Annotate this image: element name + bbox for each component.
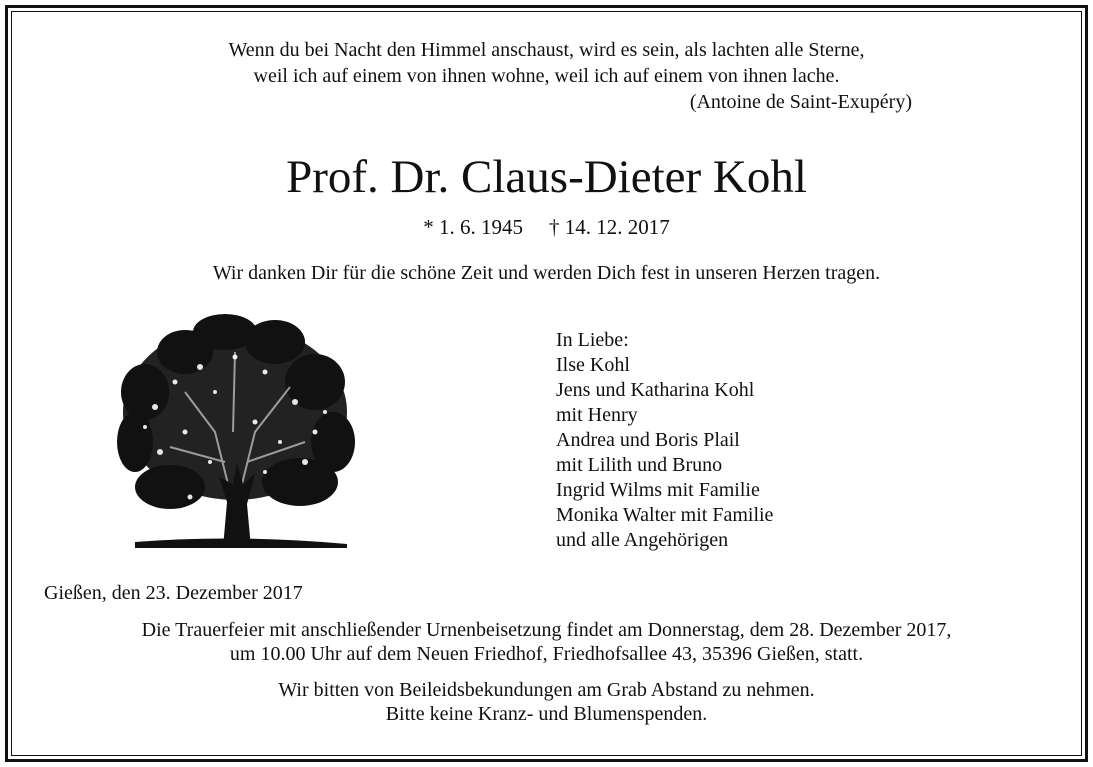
deceased-name: Prof. Dr. Claus-Dieter Kohl [286, 151, 807, 203]
mourner-line: mit Lilith und Bruno [556, 454, 723, 476]
mourner-line: Monika Walter mit Familie [556, 504, 774, 526]
mourner-line: mit Henry [556, 404, 638, 426]
life-dates [0, 214, 1093, 240]
quote-line-2: weil ich auf einem von ihnen wohne, weil ich auf einem von ihnen lache. [253, 65, 840, 87]
mourner-line: Ingrid Wilms mit Familie [556, 479, 760, 501]
quote [0, 37, 1093, 113]
place-and-date: Gießen, den 23. Dezember 2017 [44, 582, 303, 604]
mourner-line: In Liebe: [556, 329, 629, 351]
mourner-line: Jens und Katharina Kohl [556, 379, 755, 401]
death-date: † 14. 12. 2017 [549, 215, 670, 239]
mourner-line: und alle Angehörigen [556, 529, 729, 551]
quote-line-1: Wenn du bei Nacht den Himmel anschaust, wird es sein, als lachten alle Sterne, [228, 39, 865, 61]
mourner-line: Andrea und Boris Plail [556, 429, 740, 451]
quote-author: (Antoine de Saint-Exupéry) [689, 91, 912, 113]
condolence-request [0, 678, 1093, 726]
tree-icon [115, 312, 355, 548]
request-line-2: Bitte keine Kranz- und Blumenspenden. [385, 703, 708, 725]
ceremony-line-1: Die Trauerfeier mit anschließender Urnenbeisetzung findet am Donnerstag, dem 28. Dezember 2017, [141, 619, 952, 641]
mourners-list [556, 328, 773, 553]
ceremony-info [0, 618, 1093, 666]
birth-date: * 1. 6. 1945 [423, 215, 523, 239]
request-line-1: Wir bitten von Beileidsbekundungen am Grab Abstand zu nehmen. [278, 679, 815, 701]
ceremony-line-2: um 10.00 Uhr auf dem Neuen Friedhof, Friedhofsallee 43, 35396 Gießen, statt. [229, 643, 864, 665]
mourner-line: Ilse Kohl [556, 354, 630, 376]
thanks-text: Wir danken Dir für die schöne Zeit und werden Dich fest in unseren Herzen tragen. [212, 262, 881, 284]
